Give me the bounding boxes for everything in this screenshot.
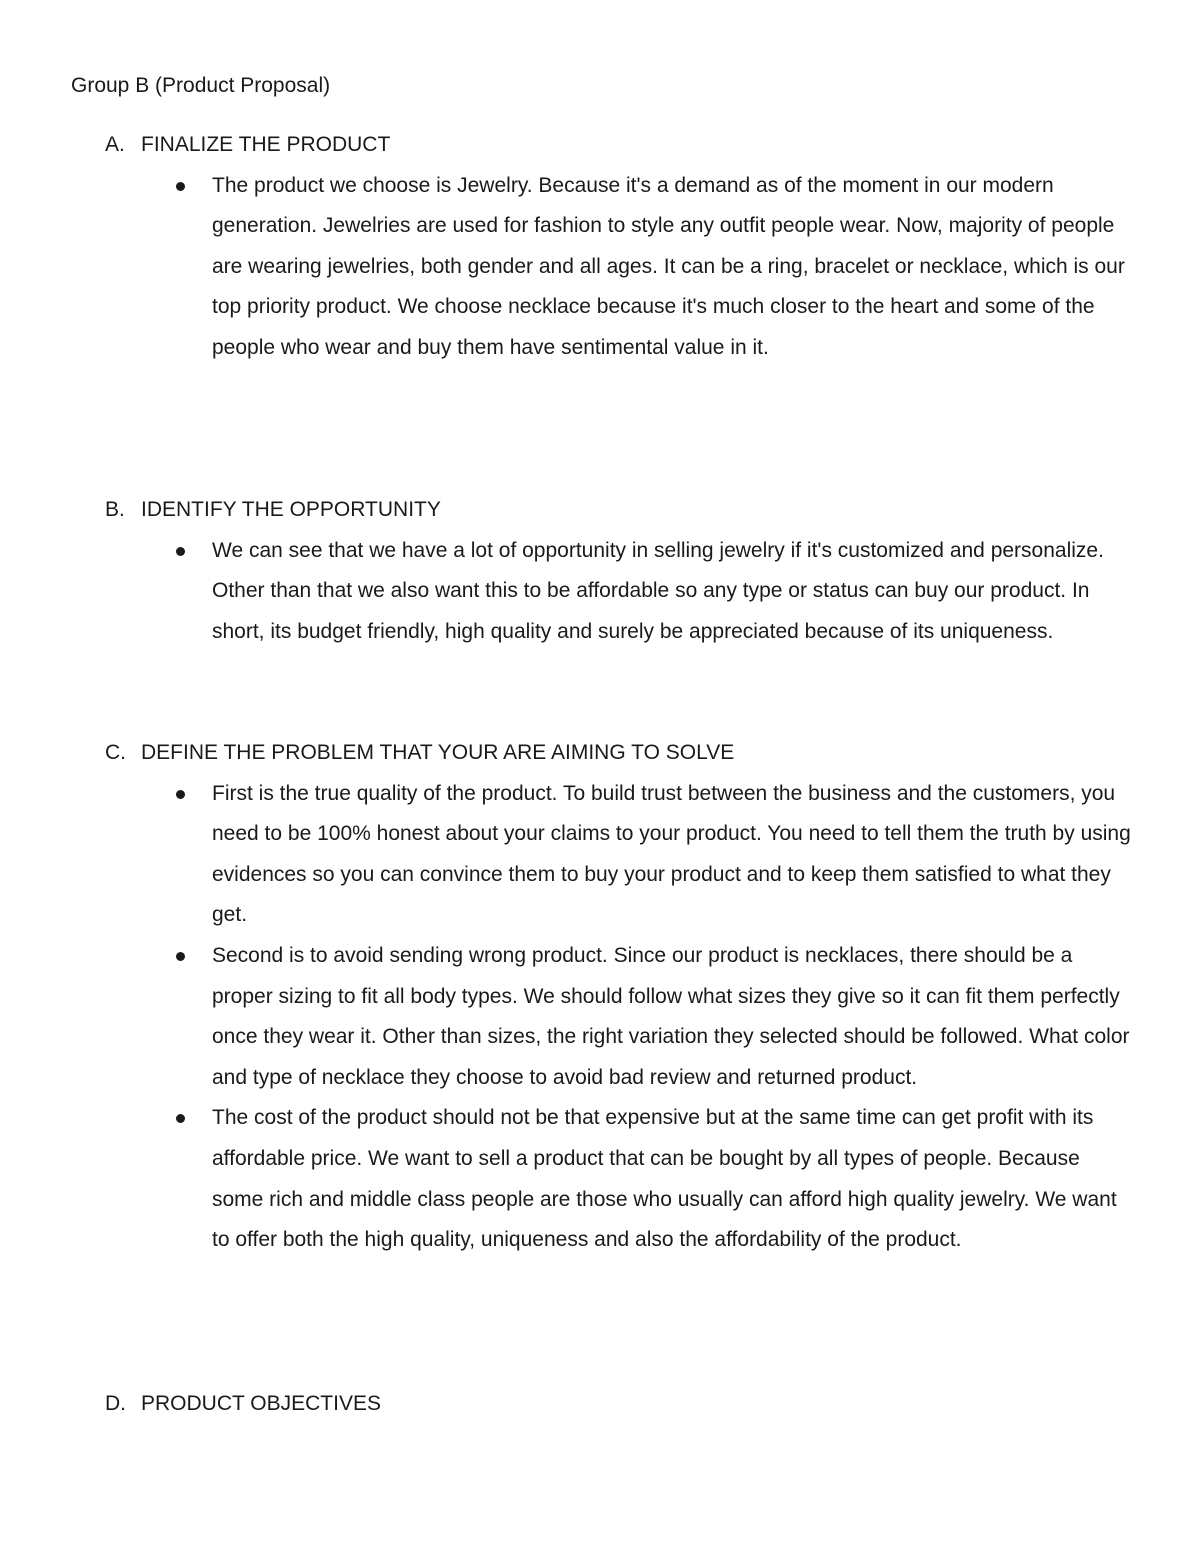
document-title: Group B (Product Proposal) [71, 74, 331, 97]
section-heading-text: IDENTIFY THE OPPORTUNITY [141, 498, 441, 521]
section-define-the-problem [0, 733, 1200, 1261]
list-item [0, 936, 1132, 1098]
bullet-text: Second is to avoid sending wrong product. Since our product is necklaces, there should be a proper sizing to fit all body types. We should follow what sizes they give so it can fit them perfectly once they wear it. Other than sizes, the right variation they selected should be followed. What color and type of necklace they choose to avoid bad review and returned product. [212, 943, 1130, 1089]
bullet-text: First is the true quality of the product. To build trust between the business and the customers, you need to be 100% honest about your claims to your product. You need to tell them the truth by using evidences so you can convince them to buy your product and to keep them satisfied to what they get. [212, 781, 1131, 927]
section-product-objectives [0, 1384, 1200, 1425]
section-letter: C. [105, 741, 126, 764]
list-item [0, 774, 1132, 936]
bullet-icon [176, 790, 185, 799]
bullet-icon [176, 547, 185, 556]
bullet-text: We can see that we have a lot of opportunity in selling jewelry if it's customized and personalize. Other than that we also want this to be affordable so any type or status can buy our product. In short, its budget friendly, high quality and surely be appreciated because of its uniqueness. [212, 538, 1104, 643]
section-heading [0, 733, 1200, 774]
section-heading [0, 125, 1200, 166]
section-heading [0, 1384, 1200, 1425]
section-letter: D. [105, 1392, 126, 1415]
list-item [0, 1098, 1132, 1260]
bullet-icon [176, 1114, 185, 1123]
list-item [0, 531, 1132, 653]
bullet-text: The cost of the product should not be that expensive but at the same time can get profit with its affordable price. We want to sell a product that can be bought by all types of people. Because some rich and middle class people are those who usually can afford high quality jewelry. We want to offer both the high quality, uniqueness and also the affordability of the product. [212, 1106, 1117, 1252]
section-heading-text: DEFINE THE PROBLEM THAT YOUR ARE AIMING TO SOLVE [141, 741, 735, 764]
section-identify-the-opportunity [0, 490, 1200, 652]
bullet-icon [176, 952, 185, 961]
section-letter: B. [105, 498, 125, 521]
bullet-icon [176, 182, 185, 191]
bullet-text: The product we choose is Jewelry. Because it's a demand as of the moment in our modern generation. Jewelries are used for fashion to style any outfit people wear. Now, majority of people are wearing jewelries, both gender and all ages. It can be a ring, bracelet or necklace, which is our top priority product. We choose necklace because it's much closer to the heart and some of the people who wear and buy them have sentimental value in it. [212, 173, 1125, 359]
section-heading [0, 490, 1200, 531]
section-heading-text: FINALIZE THE PRODUCT [141, 133, 391, 156]
bullet-list [0, 531, 1200, 653]
bullet-list [0, 774, 1200, 1261]
bullet-list [0, 166, 1200, 369]
section-letter: A. [105, 133, 125, 156]
list-item [0, 166, 1132, 369]
section-heading-text: PRODUCT OBJECTIVES [141, 1392, 381, 1415]
section-finalize-the-product [0, 125, 1200, 369]
